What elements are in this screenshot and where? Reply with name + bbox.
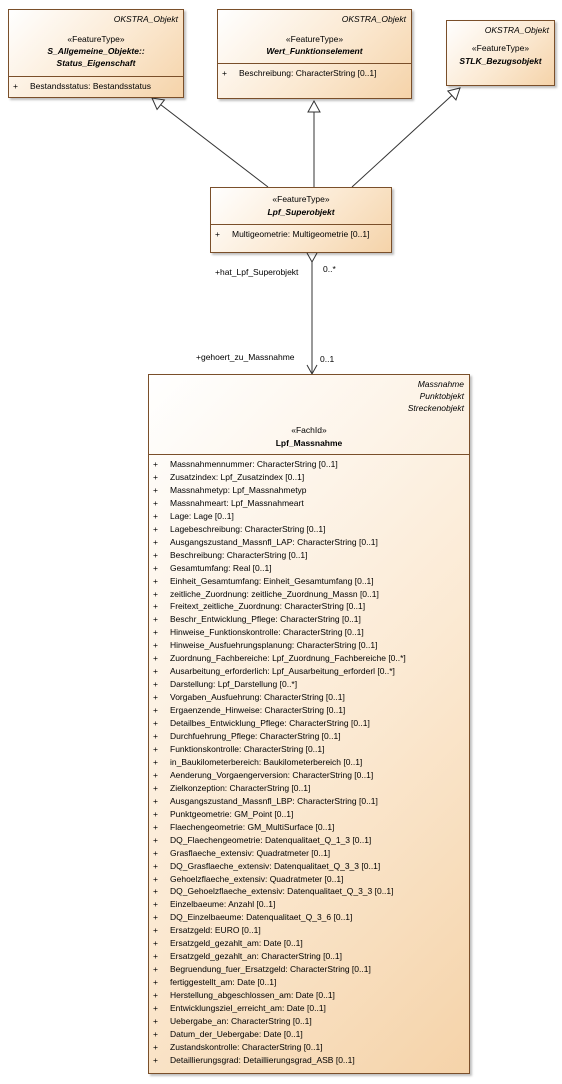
class-name: Lpf_Superobjekt (267, 207, 335, 217)
attribute-row (149, 562, 469, 575)
attribute-text: Durchfuehrung_Pflege: CharacterString [0..1] (170, 731, 341, 742)
visibility-marker: + (153, 886, 158, 897)
attribute-row (149, 730, 469, 743)
attribute-text: Vorgaben_Ausfuehrung: CharacterString [0..1] (170, 692, 345, 703)
visibility-marker: + (153, 562, 158, 573)
attribute-text: Hinweise_Funktionskontrolle: CharacterString [0..1] (170, 627, 364, 638)
generalization-stlk-bezugsobjekt (352, 88, 460, 187)
visibility-marker: + (153, 990, 158, 1001)
attribute-text: Gesamtumfang: Real [0..1] (170, 562, 272, 573)
visibility-marker: + (153, 459, 158, 469)
attribute-text: Ausgangszustand_Massnfl_LAP: CharacterString [0..1] (170, 536, 378, 547)
visibility-marker: + (153, 834, 158, 845)
attribute-row (149, 717, 469, 730)
attribute-text: Beschreibung: CharacterString [0..1] (170, 549, 308, 560)
attribute-row (149, 795, 469, 808)
class-header (211, 188, 391, 225)
attribute-text: Entwicklungsziel_erreicht_am: Date [0..1] (170, 1003, 326, 1014)
class-stlk-bezugsobjekt[interactable] (446, 20, 555, 86)
visibility-marker: + (153, 769, 158, 780)
visibility-marker: + (153, 471, 158, 482)
attribute-list (211, 225, 391, 241)
attribute-text: Ersatzgeld: EURO [0..1] (170, 925, 261, 936)
visibility-marker: + (153, 756, 158, 767)
attribute-row (149, 911, 469, 924)
attribute-row (149, 821, 469, 834)
attribute-row (149, 1041, 469, 1054)
package-label: OKSTRA_Objekt (341, 14, 406, 24)
attribute-text: Ausgangszustand_Massnfl_LBP: CharacterString [0..1] (170, 795, 378, 806)
visibility-marker: + (153, 743, 158, 754)
visibility-marker: + (153, 795, 158, 806)
attribute-row (149, 1015, 469, 1028)
visibility-marker: + (153, 782, 158, 793)
visibility-marker: + (153, 705, 158, 716)
stereotype-label: «FeatureType» (272, 194, 330, 204)
attribute-row (149, 613, 469, 626)
visibility-marker: + (153, 1054, 158, 1065)
attribute-row (149, 497, 469, 510)
class-name-line2: Status_Eigenschaft (56, 58, 136, 68)
attribute-text: Ersatzgeld_gezahlt_an: CharacterString [0..1] (170, 951, 342, 962)
attribute-row (149, 782, 469, 795)
target-multiplicity-label: 0..1 (320, 354, 335, 364)
class-name-line1: S_Allgemeine_Objekte:: (47, 46, 145, 56)
visibility-marker: + (153, 523, 158, 534)
attribute-row (149, 898, 469, 911)
visibility-marker: + (153, 666, 158, 677)
attribute-text: DQ_Gehoelzflaeche_extensiv: Datenqualitaet_Q_3_3 [0..1] (170, 886, 394, 897)
attribute-text: Zusatzindex: Lpf_Zusatzindex [0..1] (170, 471, 305, 482)
attribute-text: Ergaenzende_Hinweise: CharacterString [0..1] (170, 705, 346, 716)
source-multiplicity-label: 0..* (323, 264, 336, 274)
attribute-row (149, 808, 469, 821)
attribute-text: Lage: Lage [0..1] (170, 510, 234, 521)
attribute-row (149, 834, 469, 847)
attribute-row (149, 885, 469, 898)
attribute-row (149, 950, 469, 963)
attribute-row (149, 652, 469, 665)
attribute-row (149, 588, 469, 601)
attribute-row (149, 523, 469, 536)
attribute-text: Einzelbaeume: Anzahl [0..1] (170, 899, 276, 910)
attribute-list (9, 77, 183, 93)
class-header (218, 10, 411, 64)
attribute-text: DQ_Grasflaeche_extensiv: Datenqualitaet_Q_3_3 [0..1] (170, 860, 381, 871)
class-name: STLK_Bezugsobjekt (459, 56, 542, 66)
visibility-marker: + (153, 808, 158, 819)
visibility-marker: + (153, 640, 158, 651)
attribute-text: Massnahmennummer: CharacterString [0..1] (170, 459, 338, 469)
generalization-status-eigenschaft (152, 98, 268, 187)
package-label-3: Streckenobjekt (407, 403, 464, 413)
package-labels (408, 378, 464, 414)
visibility-marker: + (153, 718, 158, 729)
attribute-row (149, 600, 469, 613)
attribute-row (149, 484, 469, 497)
attribute-row (149, 549, 469, 562)
visibility-marker: + (153, 847, 158, 858)
visibility-marker: + (153, 679, 158, 690)
attribute-row (149, 458, 469, 471)
attribute-row (149, 678, 469, 691)
visibility-marker: + (153, 484, 158, 495)
visibility-marker: + (153, 977, 158, 988)
visibility-marker: + (153, 1003, 158, 1014)
visibility-marker: + (153, 860, 158, 871)
package-label: OKSTRA_Objekt (484, 25, 549, 35)
attribute-text: Lagebeschreibung: CharacterString [0..1] (170, 523, 326, 534)
visibility-marker: + (153, 627, 158, 638)
class-lpf-massnahme[interactable] (148, 374, 470, 1074)
package-label: OKSTRA_Objekt (113, 14, 178, 24)
visibility-marker: + (153, 951, 158, 962)
attribute-text: Flaechengeometrie: GM_MultiSurface [0..1] (170, 821, 335, 832)
attribute-text: zeitliche_Zuordnung: zeitliche_Zuordnung_Massn [0..1] (170, 588, 379, 599)
visibility-marker: + (153, 510, 158, 521)
class-lpf-superobjekt[interactable] (210, 187, 392, 253)
attribute-text: in_Baukilometerbereich: Baukilometerbereich [0..1] (170, 756, 363, 767)
visibility-marker: + (215, 229, 220, 239)
stereotype-label: «FeatureType» (285, 34, 344, 44)
attribute-text: fertiggestellt_am: Date [0..1] (170, 977, 277, 988)
stereotype-label: «FeatureType» (471, 43, 530, 53)
attribute-text: Gehoelzflaeche_extensiv: Quadratmeter [0..1] (170, 873, 344, 884)
attribute-text: Grasflaeche_extensiv: Quadratmeter [0..1] (170, 847, 331, 858)
visibility-marker: + (153, 1041, 158, 1052)
attribute-row (218, 67, 411, 80)
visibility-marker: + (153, 536, 158, 547)
attribute-text: Beschreibung: CharacterString [0..1] (239, 68, 377, 78)
attribute-row (149, 860, 469, 873)
visibility-marker: + (153, 1015, 158, 1026)
attribute-row (149, 510, 469, 523)
visibility-marker: + (153, 692, 158, 703)
visibility-marker: + (153, 601, 158, 612)
visibility-marker: + (153, 925, 158, 936)
visibility-marker: + (153, 964, 158, 975)
package-label-2: Punktobjekt (419, 391, 464, 401)
class-wert-funktionselement[interactable] (217, 9, 412, 99)
visibility-marker: + (153, 497, 158, 508)
attribute-text: Einheit_Gesamtumfang: Einheit_Gesamtumfang [0..1] (170, 575, 374, 586)
attribute-text: Freitext_zeitliche_Zuordnung: CharacterString [0..1] (170, 601, 366, 612)
attribute-row (149, 536, 469, 549)
class-status-eigenschaft[interactable] (8, 9, 184, 98)
attribute-text: Darstellung: Lpf_Darstellung [0..*] (170, 679, 298, 690)
visibility-marker: + (222, 68, 227, 78)
attribute-text: DQ_Einzelbaeume: Datenqualitaet_Q_3_6 [0..1] (170, 912, 353, 923)
visibility-marker: + (153, 912, 158, 923)
class-name: Lpf_Massnahme (275, 438, 343, 448)
attribute-row (149, 1028, 469, 1041)
visibility-marker: + (153, 899, 158, 910)
attribute-row (149, 976, 469, 989)
attribute-text: Zustandskontrolle: CharacterString [0..1] (170, 1041, 323, 1052)
attribute-row (149, 756, 469, 769)
attribute-row (211, 228, 391, 241)
attribute-text: Bestandsstatus: Bestandsstatus (30, 81, 151, 91)
attribute-list (149, 455, 469, 1067)
attribute-text: Detaillierungsgrad: Detaillierungsgrad_ASB [0..1] (170, 1054, 355, 1065)
attribute-text: Detailbes_Entwicklung_Pflege: CharacterString [0..1] (170, 718, 370, 729)
attribute-row (149, 471, 469, 484)
attribute-text: Datum_der_Uebergabe: Date [0..1] (170, 1028, 303, 1039)
visibility-marker: + (153, 1028, 158, 1039)
class-name: Wert_Funktionselement (266, 46, 363, 56)
attribute-text: Beschr_Entwicklung_Pflege: CharacterString [0..1] (170, 614, 361, 625)
class-header (149, 375, 469, 455)
attribute-text: Massnahmeart: Lpf_Massnahmeart (170, 497, 304, 508)
stereotype-label: «FeatureType» (67, 34, 125, 44)
attribute-row (149, 924, 469, 937)
attribute-row (149, 989, 469, 1002)
attribute-text: Begruendung_fuer_Ersatzgeld: CharacterString [0..1] (170, 964, 371, 975)
attribute-row (149, 1002, 469, 1015)
visibility-marker: + (153, 873, 158, 884)
attribute-row (149, 691, 469, 704)
attribute-text: Multigeometrie: Multigeometrie [0..1] (232, 229, 370, 239)
attribute-row (149, 626, 469, 639)
attribute-text: Massnahmetyp: Lpf_Massnahmetyp (170, 484, 307, 495)
attribute-row (149, 1054, 469, 1067)
attribute-text: Ausarbeitung_erforderlich: Lpf_Ausarbeitung_erforderl [0..*] (170, 666, 395, 677)
attribute-row (149, 639, 469, 652)
attribute-row (149, 704, 469, 717)
attribute-row (149, 743, 469, 756)
visibility-marker: + (13, 81, 18, 91)
attribute-row (149, 847, 469, 860)
visibility-marker: + (153, 614, 158, 625)
stereotype-label: «FachId» (291, 425, 327, 435)
attribute-text: Hinweise_Ausfuehrungsplanung: CharacterString [0..1] (170, 640, 378, 651)
attribute-row (149, 575, 469, 588)
visibility-marker: + (153, 653, 158, 664)
visibility-marker: + (153, 549, 158, 560)
attribute-row (149, 937, 469, 950)
attribute-text: Punktgeometrie: GM_Point [0..1] (170, 808, 294, 819)
visibility-marker: + (153, 821, 158, 832)
attribute-row (149, 873, 469, 886)
visibility-marker: + (153, 731, 158, 742)
class-header (9, 10, 183, 77)
attribute-text: Funktionskontrolle: CharacterString [0..1] (170, 743, 325, 754)
target-role-label: +gehoert_zu_Massnahme (196, 352, 295, 362)
attribute-row (149, 769, 469, 782)
attribute-text: Zuordnung_Fachbereiche: Lpf_Zuordnung_Fachbereiche [0..*] (170, 653, 406, 664)
visibility-marker: + (153, 588, 158, 599)
attribute-text: Zielkonzeption: CharacterString [0..1] (170, 782, 311, 793)
attribute-list (218, 64, 411, 80)
visibility-marker: + (153, 938, 158, 949)
attribute-text: Aenderung_Vorgaengerversion: CharacterString [0..1] (170, 769, 374, 780)
package-label-1: Massnahme (417, 379, 464, 389)
source-role-label: +hat_Lpf_Superobjekt (215, 267, 299, 277)
attribute-text: Herstellung_abgeschlossen_am: Date [0..1] (170, 990, 335, 1001)
attribute-row (149, 665, 469, 678)
attribute-row (149, 963, 469, 976)
attribute-text: Ersatzgeld_gezahlt_am: Date [0..1] (170, 938, 303, 949)
attribute-text: DQ_Flaechengeometrie: Datenqualitaet_Q_1_3 [0..1] (170, 834, 372, 845)
attribute-text: Uebergabe_an: CharacterString [0..1] (170, 1015, 312, 1026)
visibility-marker: + (153, 575, 158, 586)
attribute-row (9, 80, 183, 93)
